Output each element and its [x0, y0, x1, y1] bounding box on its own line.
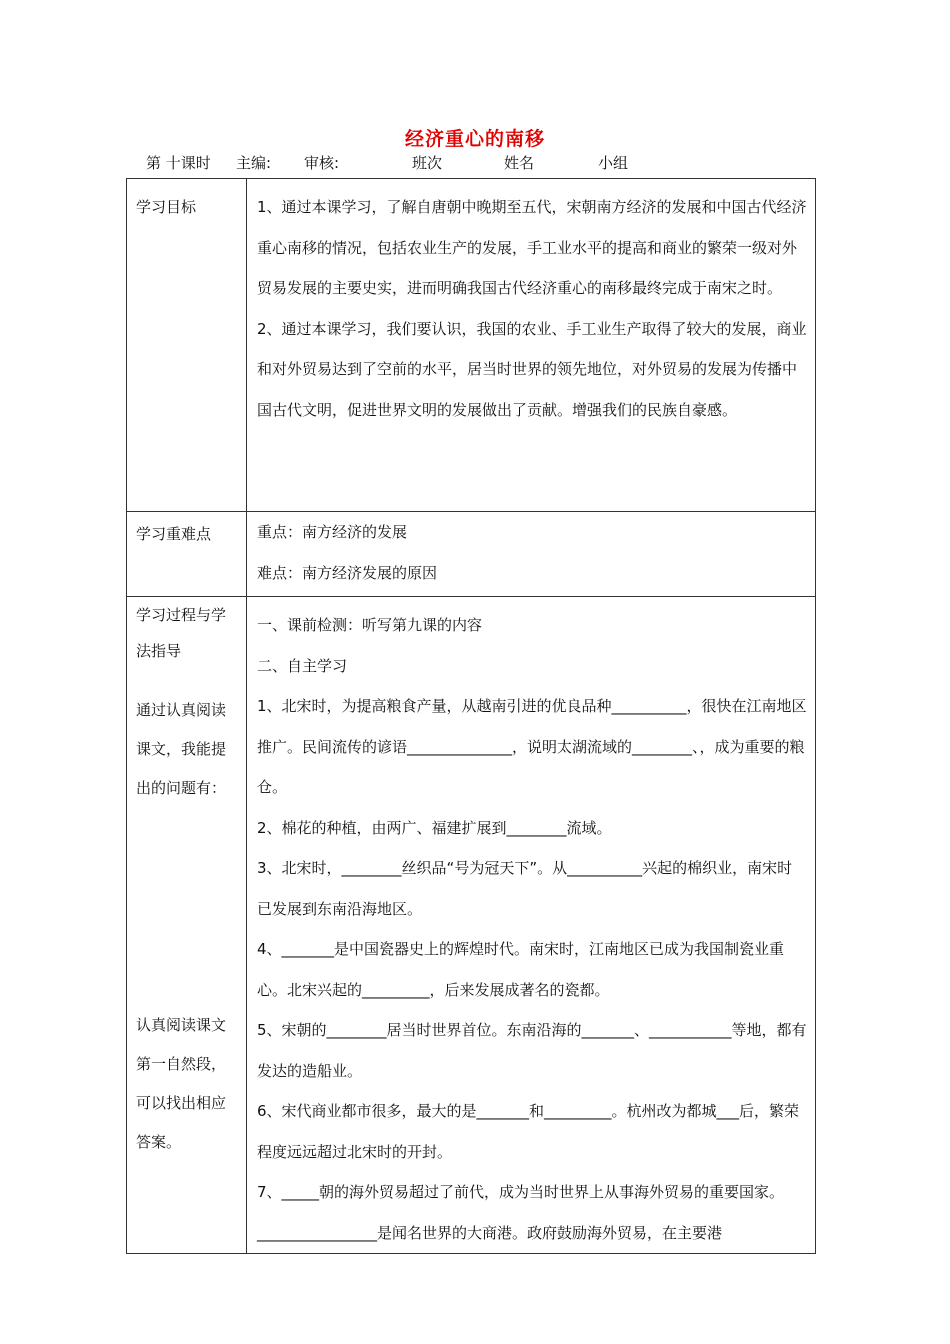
process-line: 7、_____朝的海外贸易超过了前代，成为当时世界上从事海外贸易的重要国家。________________是闻名世界的大商港。政府鼓励海外贸易，在主要港	[257, 1183, 785, 1242]
table-row	[127, 179, 816, 512]
process-line: 一、课前检测：听写第九课的内容	[257, 616, 483, 634]
study-plan-table	[126, 178, 816, 1254]
table-row	[127, 512, 816, 597]
group-label: 小组	[598, 154, 629, 172]
reading-hint: 认真阅读课文第一自然段，可以找出相应答案。	[136, 1016, 227, 1151]
process-line: 6、宋代商业都市很多，最大的是_______和_________。杭州改为都城___后，繁荣程度远远超过北宋时的开封。	[257, 1102, 800, 1161]
process-line: 2、棉花的种植，由两广、福建扩展到________流域。	[257, 818, 612, 837]
process-content	[247, 597, 816, 1254]
focus-text: 重点：南方经济的发展	[257, 523, 408, 541]
goals-paragraph-2: 2、通过本课学习，我们要认识，我国的农业、手工业生产取得了较大的发展，商业和对外贸易达到了空前的水平，居当时世界的领先地位，对外贸易的发展为传播中国古代文明，促进世界文明的发展做出了贡献。增强我们的民族自豪感。	[257, 319, 807, 419]
process-line: 5、宋朝的________居当时世界首位。东南沿海的_______、___________等地，都有发达的造船业。	[257, 1021, 807, 1080]
editor-label: 主编:	[236, 154, 272, 172]
class-label: 班次	[412, 154, 443, 172]
reviewer-label: 审核:	[304, 154, 340, 172]
process-line: 1、北宋时，为提高粮食产量，从越南引进的优良品种__________，很快在江南地区推广。民间流传的谚语______________，说明太湖流域的________、，成为重要的粮仓。	[257, 697, 807, 796]
process-label: 学习过程与学法指导	[136, 606, 227, 660]
process-line: 二、自主学习	[257, 656, 348, 675]
page-title: 经济重心的南移	[404, 128, 545, 150]
question-hint: 通过认真阅读课文，我能提出的问题有：	[136, 701, 227, 797]
goals-paragraph-1: 1、通过本课学习，了解自唐朝中晚期至五代，宋朝南方经济的发展和中国古代经济重心南移的情况，包括农业生产的发展，手工业水平的提高和商业的繁荣一级对外贸易发展的主要史实，进而明确我国古代经济重心的南移最终完成于南宋之时。	[257, 198, 807, 297]
lesson-number: 第 十课时	[146, 154, 211, 172]
table-row	[127, 597, 816, 1254]
goals-content	[247, 179, 816, 512]
goals-label: 学习目标	[127, 179, 247, 512]
key-points-content	[247, 512, 816, 597]
difficulty-text: 难点：南方经济发展的原因	[257, 564, 438, 582]
process-line: 3、北宋时，________丝织品“号为冠天下”。从__________兴起的棉织业，南宋时已发展到东南沿海地区。	[257, 859, 793, 918]
key-points-label: 学习重难点	[127, 512, 247, 597]
name-label: 姓名	[504, 154, 535, 172]
process-label-cell	[127, 597, 247, 1254]
process-line: 4、_______是中国瓷器史上的辉煌时代。南宋时，江南地区已成为我国制瓷业重心。北宋兴起的_________，后来发展成著名的瓷都。	[257, 940, 785, 999]
